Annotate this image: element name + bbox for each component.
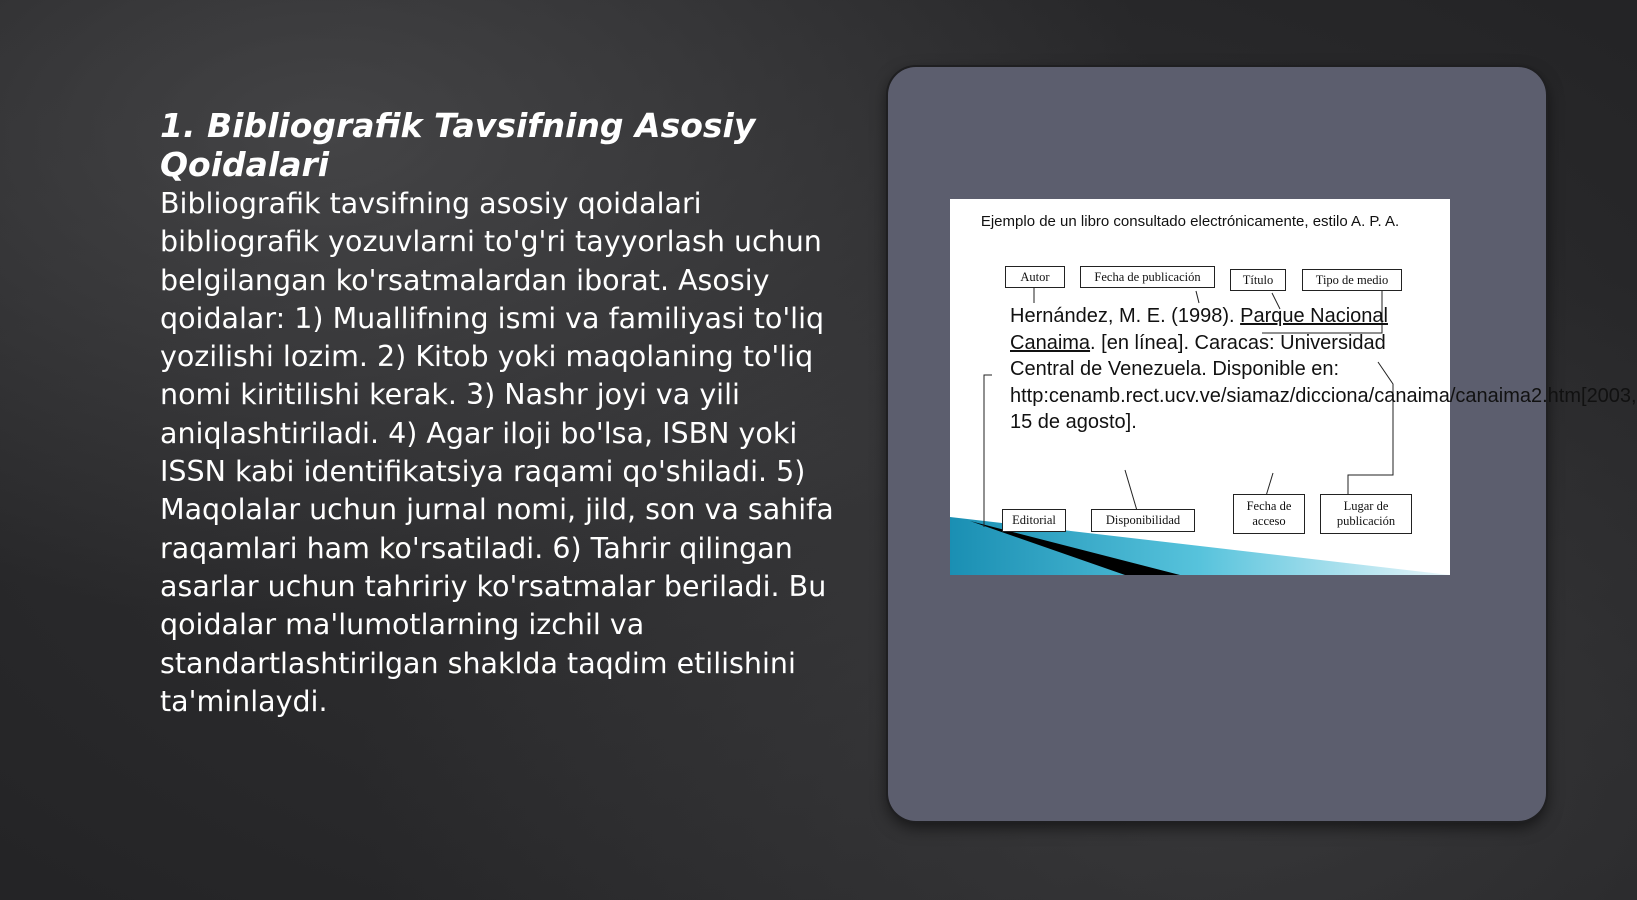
label-fecha-acceso: Fecha de acceso: [1233, 494, 1305, 534]
apa-citation-text: [1010, 303, 1637, 436]
label-editorial: Editorial: [1002, 509, 1066, 532]
citation-author-year: Hernández, M. E. (1998).: [1010, 305, 1241, 327]
slide-body-text: Bibliografik tavsifning asosiy qoidalari bibliografik yozuvlarni to'g'ri tayyorlash uchun belgilangan ko'rsatmalardan iborat. Asosiy qoidalar: 1) Muallifning ismi va familiyasi to'liq yozilishi lozim. 2) Kitob yoki maqolaning to'liq nomi kiritilishi kerak. 3) Nashr joyi va yili aniqlashtiriladi. 4) Agar iloji bo'lsa, ISBN yoki ISSN kabi identifikatsiya raqami qo'shiladi. 5) Maqolalar uchun jurnal nomi, jild, son va sahifa raqamlari ham ko'rsatiladi. 6) Tahrir qilingan asarlar uchun tahririy ko'rsatmalar beriladi. Bu qoidalar ma'lumotlarning izchil va standartlashtirilgan shaklda taqdim etilishini ta'minlaydi.: [160, 187, 834, 718]
citation-rest: . [en línea]. Caracas: Universidad Central de Venezuela. Disponible en: http:cenamb.rect.ucv.ve/siamaz/dicciona/canaima/canaima2.htm[2003, 15 de agosto].: [1010, 331, 1637, 433]
label-autor: Autor: [1005, 266, 1065, 288]
label-fecha-publicacion: Fecha de publicación: [1080, 266, 1215, 288]
label-disponibilidad: Disponibilidad: [1091, 509, 1195, 532]
figure-caption: Ejemplo de un libro consultado electrónicamente, estilo A. P. A.: [980, 213, 1400, 230]
apa-example-figure: [950, 199, 1637, 575]
label-titulo: Título: [1230, 269, 1286, 291]
label-lugar-publicacion: Lugar de publicación: [1320, 494, 1412, 534]
label-tipo-medio: Tipo de medio: [1302, 269, 1402, 291]
slide-title: 1. Bibliografik Tavsifning Asosiy Qoidalari: [160, 106, 756, 184]
citation-title: Parque Nacional Canaima: [1010, 305, 1388, 354]
